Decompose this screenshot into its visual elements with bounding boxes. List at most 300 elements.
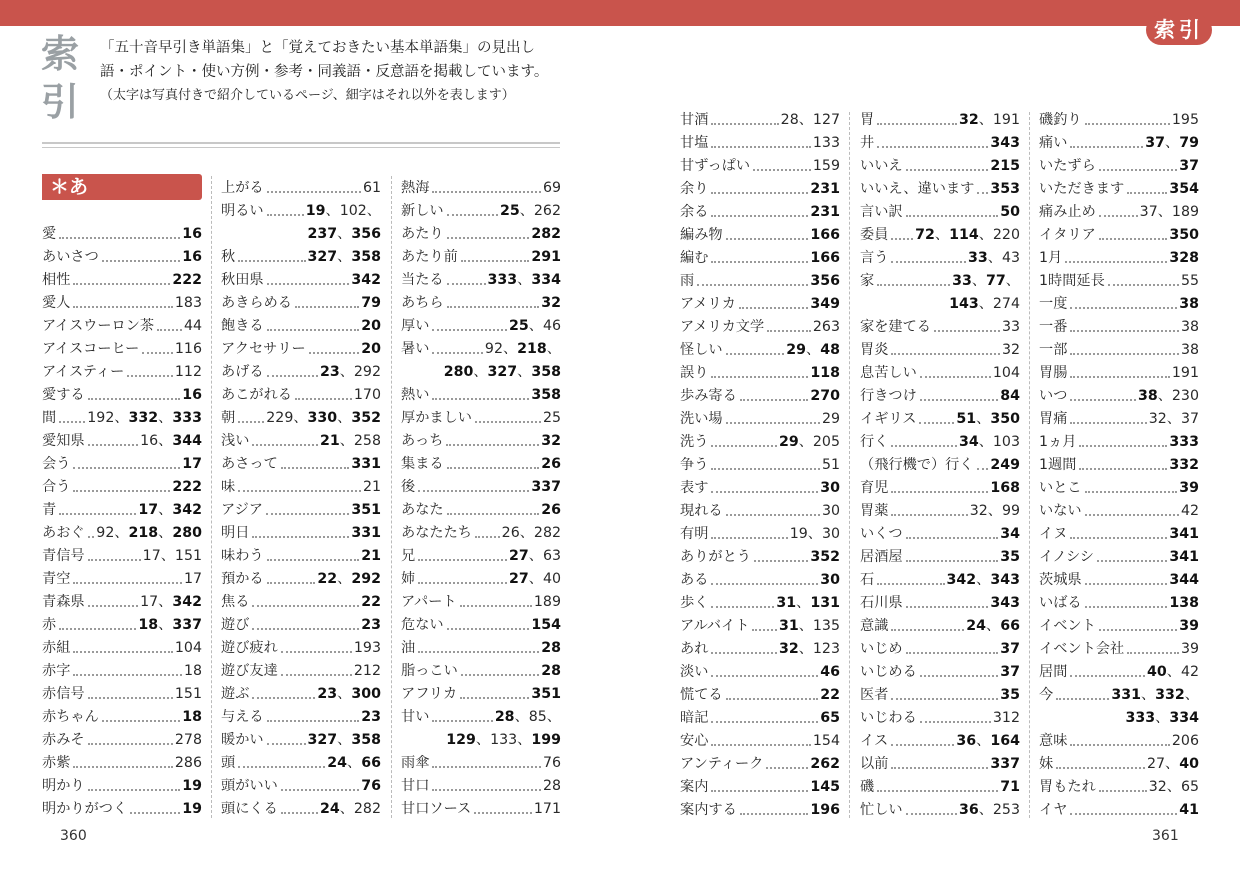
dot-leader: [711, 583, 818, 585]
page-refs: [485, 338, 561, 361]
page-refs: [1000, 684, 1020, 707]
index-term: 安心: [680, 733, 709, 749]
index-title-char: 引: [40, 79, 79, 124]
page-refs: [182, 453, 202, 476]
page-ref-bold: 343: [990, 572, 1020, 588]
page-refs: [351, 499, 381, 522]
page-refs: [822, 454, 840, 477]
page-ref-bold: 24: [319, 801, 340, 817]
index-term: あたり: [401, 226, 444, 242]
index-term: 石川県: [860, 595, 903, 611]
page-ref-bold: 291: [531, 249, 561, 265]
page-ref: 、: [337, 249, 352, 265]
page-number-left: 360: [60, 828, 87, 844]
index-term: 胃薬: [860, 503, 889, 519]
page-ref: 、: [158, 617, 173, 633]
dot-leader: [711, 123, 778, 125]
index-column: [401, 177, 561, 821]
page-ref-bold: 143: [949, 296, 979, 312]
index-term: 家を建てる: [860, 319, 931, 335]
dot-leader: [1099, 629, 1177, 631]
page-ref: 51: [821, 457, 840, 473]
page-ref-bold: 333: [487, 272, 518, 288]
page-refs: [822, 500, 840, 523]
page-ref: 、40: [528, 571, 561, 587]
page-refs: [138, 499, 202, 522]
index-term: いただきます: [1039, 181, 1125, 197]
dot-leader: [726, 353, 785, 355]
dot-leader: [1070, 146, 1143, 148]
index-entry: [1039, 615, 1199, 638]
page-ref-bold: 262: [810, 756, 840, 772]
page-refs: [810, 385, 840, 408]
page-refs: [543, 752, 561, 775]
page-refs: [810, 178, 840, 201]
page-ref: 189: [533, 594, 561, 610]
dot-leader: [906, 606, 989, 608]
index-term: 以前: [860, 756, 889, 772]
index-entry: [401, 407, 561, 430]
index-title: [38, 30, 82, 126]
page-refs: [266, 407, 381, 430]
index-entry: [680, 684, 840, 707]
index-entry: [221, 499, 381, 522]
index-term: アメリカ: [680, 296, 736, 312]
page-refs: [1140, 201, 1199, 224]
index-entry: [221, 246, 381, 269]
page-ref-bold: 249: [990, 457, 1020, 473]
page-ref-bold: 23: [319, 364, 340, 380]
index-entry: [401, 545, 561, 568]
index-entry: [42, 223, 202, 246]
index-term: あなた: [401, 502, 444, 518]
page-ref-bold: 129: [446, 732, 476, 748]
page-ref: 26、282: [501, 525, 561, 541]
index-term: 赤: [42, 617, 57, 633]
page-ref: 27、: [1147, 756, 1180, 772]
page-refs: [1149, 776, 1199, 799]
index-entry: [1039, 753, 1199, 776]
page-ref-bold: 337: [990, 756, 1020, 772]
dot-leader: [726, 698, 819, 700]
index-entry: [221, 545, 381, 568]
page-ref: 55: [1180, 273, 1199, 289]
index-term: 厚かましい: [401, 410, 472, 426]
page-refs: [182, 706, 202, 729]
page-refs: [990, 132, 1020, 155]
index-term: 現れる: [680, 503, 723, 519]
page-refs: [182, 384, 202, 407]
page-refs: [952, 270, 1020, 293]
page-ref: 44: [183, 318, 202, 334]
page-refs: [140, 591, 202, 614]
page-ref-bold: 33: [968, 250, 988, 266]
index-entry: [42, 522, 202, 545]
page-ref: 28: [542, 778, 561, 794]
index-term: 味わう: [221, 548, 264, 564]
dot-leader: [267, 559, 360, 561]
page-refs: [810, 753, 840, 776]
page-refs: [361, 591, 381, 614]
page-number-right: 361: [1152, 828, 1179, 844]
dot-leader: [1127, 652, 1179, 654]
page-ref-bold: 33: [952, 273, 972, 289]
index-entry: [42, 292, 202, 315]
page-ref: 17、151: [142, 548, 202, 564]
index-term: 歩み寄る: [680, 388, 737, 404]
dot-leader: [88, 605, 139, 607]
index-entry: [221, 660, 381, 683]
page-ref-bold: 231: [810, 181, 840, 197]
page-ref: 104: [992, 365, 1020, 381]
page-refs: [184, 315, 202, 338]
page-ref-bold: 344: [1169, 572, 1199, 588]
index-entry: [42, 269, 202, 292]
page-ref: 、: [1165, 135, 1180, 151]
dot-leader: [711, 491, 818, 493]
page-ref: 、: [158, 502, 173, 518]
page-refs: [813, 132, 840, 155]
index-term: 1ヵ月: [1039, 434, 1077, 450]
index-term: 愛人: [42, 295, 71, 311]
dot-leader: [891, 445, 957, 447]
page-ref: 28、127: [780, 112, 840, 128]
page-ref-bold: 37: [1145, 135, 1166, 151]
index-entry: [1039, 523, 1199, 546]
page-ref: 25: [542, 410, 561, 426]
index-term: 甘ずっぱい: [680, 158, 751, 174]
dot-leader: [934, 330, 1000, 332]
page-ref-bold: 358: [531, 364, 561, 380]
page-ref-bold: 334: [1169, 710, 1199, 726]
index-term: いいえ: [860, 158, 903, 174]
page-refs: [361, 775, 381, 798]
page-ref: 、: [337, 226, 352, 242]
index-term: 明かりがつく: [42, 801, 128, 817]
page-refs: [820, 684, 840, 707]
dot-leader: [1065, 261, 1167, 263]
page-ref-bold: 332: [128, 410, 159, 426]
page-ref-bold: 16: [182, 226, 202, 242]
page-refs: [956, 408, 1020, 431]
page-ref-bold: 349: [810, 296, 840, 312]
index-term: 赤ちゃん: [42, 709, 99, 725]
page-refs: [175, 752, 202, 775]
page-refs: [175, 637, 202, 660]
index-term: 遊ぶ: [221, 686, 250, 702]
dot-leader: [1070, 307, 1177, 309]
page-refs: [96, 522, 202, 545]
index-term: 明かり: [42, 778, 85, 794]
dot-leader: [252, 628, 359, 630]
page-refs: [810, 270, 840, 293]
page-ref: 76: [542, 755, 561, 771]
index-term: 胃痛: [1039, 411, 1068, 427]
page-refs: [1145, 132, 1199, 155]
page-ref-bold: 38: [1179, 296, 1199, 312]
index-entry: [680, 431, 840, 454]
page-refs: [495, 706, 561, 729]
page-ref-bold: 353: [990, 181, 1020, 197]
page-ref: 17、: [140, 594, 173, 610]
page-ref-bold: 16: [182, 387, 202, 403]
page-refs: [1000, 661, 1020, 684]
dot-leader: [88, 398, 181, 400]
index-term: 青森県: [42, 594, 85, 610]
page-refs: [820, 707, 840, 730]
index-entry: [680, 385, 840, 408]
index-term: 胃腸: [1039, 365, 1068, 381]
page-refs: [813, 730, 840, 753]
index-term: イギリス: [860, 411, 917, 427]
index-entry: [1039, 661, 1199, 684]
index-entry: [680, 454, 840, 477]
index-term: 朝: [221, 410, 236, 426]
index-entry: [860, 615, 1020, 638]
dot-leader: [711, 537, 787, 539]
page-ref-bold: 333: [172, 410, 202, 426]
index-term: 頭がいい: [221, 778, 278, 794]
index-term: 青信号: [42, 548, 85, 564]
page-refs: [1147, 661, 1199, 684]
page-ref-bold: 34: [958, 434, 979, 450]
page-ref: 104: [174, 640, 202, 656]
index-term: 浅い: [221, 433, 250, 449]
index-term: あっち: [401, 433, 444, 449]
page-refs: [363, 177, 381, 200]
page-refs: [308, 246, 381, 269]
page-refs: [175, 683, 202, 706]
dot-leader: [1085, 123, 1170, 125]
dot-leader: [767, 330, 811, 332]
page-ref: 191: [1171, 365, 1199, 381]
index-term: 育児: [860, 480, 889, 496]
index-term: 赤組: [42, 640, 71, 656]
dot-leader: [977, 192, 988, 194]
index-entry: [1039, 201, 1199, 224]
page-ref-bold: 66: [361, 755, 381, 771]
page-refs: [810, 247, 840, 270]
index-term: 茨城県: [1039, 572, 1082, 588]
index-entry: [401, 775, 561, 798]
page-refs: [1000, 776, 1020, 799]
page-refs: [172, 269, 202, 292]
page-ref-bold: 25: [509, 318, 529, 334]
page-refs: [810, 293, 840, 316]
dot-leader: [877, 123, 957, 125]
index-term: 怪しい: [680, 342, 723, 358]
page-ref: 、262: [519, 203, 561, 219]
dot-leader: [1070, 537, 1167, 539]
page-refs: [779, 431, 840, 454]
dot-leader: [1085, 491, 1178, 493]
page-refs: [354, 384, 381, 407]
page-ref: 、230: [1157, 388, 1199, 404]
index-term: 合う: [42, 479, 71, 495]
index-entry: [401, 200, 561, 223]
index-column: [680, 109, 840, 822]
page-refs: [1002, 339, 1020, 362]
dot-leader: [920, 399, 998, 401]
page-refs: [1169, 454, 1199, 477]
page-ref: 、: [337, 410, 352, 426]
index-entry: [860, 707, 1020, 730]
dot-leader: [891, 238, 913, 240]
dot-leader: [726, 422, 820, 424]
page-ref-bold: 35: [1000, 687, 1020, 703]
page-refs: [320, 430, 381, 453]
index-entry: [860, 385, 1020, 408]
page-ref: 、: [473, 364, 488, 380]
page-ref: 32、65: [1148, 779, 1199, 795]
dot-leader: [88, 697, 173, 699]
index-entry: [860, 270, 1020, 293]
dot-leader: [447, 214, 498, 216]
page-refs: [541, 292, 561, 315]
index-term: 痛み止め: [1039, 204, 1096, 220]
index-entry: [221, 706, 381, 729]
index-term: 余り: [680, 181, 709, 197]
page-refs: [779, 615, 840, 638]
page-ref-bold: 25: [499, 203, 520, 219]
page-ref: 42: [1180, 503, 1199, 519]
page-ref-bold: 71: [1000, 779, 1020, 795]
dot-leader: [891, 514, 967, 516]
page-refs: [810, 546, 840, 569]
page-refs: [1172, 730, 1199, 753]
page-ref-bold: 27: [509, 548, 529, 564]
dot-leader: [906, 813, 957, 815]
index-entry: [680, 247, 840, 270]
index-entry: [860, 316, 1020, 339]
index-term: いとこ: [1039, 480, 1082, 496]
title-rule: [42, 142, 560, 148]
index-entry: [401, 384, 561, 407]
page-refs: [1179, 155, 1199, 178]
page-ref-bold: 354: [1169, 181, 1199, 197]
index-term: アルバイト: [680, 618, 750, 634]
page-refs: [1000, 201, 1020, 224]
index-entry: [680, 155, 840, 178]
page-ref-bold: 280: [443, 364, 474, 380]
index-entry: [221, 338, 381, 361]
page-refs: [175, 729, 202, 752]
index-term: あなたたち: [401, 525, 472, 541]
page-ref: 112: [174, 364, 202, 380]
page-ref-bold: 37: [1000, 664, 1020, 680]
dot-leader: [1097, 560, 1167, 562]
page-ref-bold: 358: [531, 387, 561, 403]
index-term: 熱海: [401, 180, 430, 196]
index-term: 家: [860, 273, 875, 289]
index-term: 遊び疲れ: [221, 640, 278, 656]
index-entry: [680, 270, 840, 293]
index-term: 相性: [42, 272, 71, 288]
dot-leader: [891, 261, 966, 263]
dot-leader: [1070, 376, 1170, 378]
page-ref: 、: [796, 595, 811, 611]
index-entry: [401, 614, 561, 637]
index-term: 妹: [1039, 756, 1054, 772]
page-refs: [143, 545, 202, 568]
page-ref-bold: 327: [307, 249, 338, 265]
dot-leader: [432, 191, 541, 193]
page-ref-bold: 237: [307, 226, 338, 242]
index-term: 一度: [1039, 296, 1068, 312]
index-term: 青: [42, 502, 57, 518]
page-ref-bold: 343: [990, 595, 1020, 611]
index-entry: [221, 407, 381, 430]
index-term: 1週間: [1039, 457, 1077, 473]
dot-leader: [475, 536, 500, 538]
index-entry: [42, 775, 202, 798]
index-entry: [42, 660, 202, 683]
page-ref-bold: 24: [327, 755, 348, 771]
page-ref-bold: 19: [182, 801, 202, 817]
index-entry: [680, 776, 840, 799]
page-ref: 、: [971, 273, 987, 289]
dot-leader: [474, 812, 532, 814]
index-entry: [860, 224, 1020, 247]
page-ref-bold: 29: [786, 342, 807, 358]
page-ref: 154: [812, 733, 840, 749]
index-entry: [42, 614, 202, 637]
index-entry: [401, 798, 561, 821]
page-ref: 39: [1180, 641, 1199, 657]
index-entry: [221, 614, 381, 637]
page-ref-bold: 292: [351, 571, 381, 587]
section-heading-a: ＊あ: [42, 174, 202, 200]
index-entry: [680, 201, 840, 224]
index-term: 1月: [1039, 250, 1063, 266]
page-ref-bold: 342: [351, 272, 381, 288]
page-refs: [776, 592, 840, 615]
dot-leader: [267, 720, 360, 722]
page-ref-bold: 66: [1000, 618, 1020, 634]
page-refs: [1179, 799, 1199, 822]
dot-leader: [1070, 330, 1179, 332]
dot-leader: [739, 307, 809, 309]
page-ref-bold: 40: [1179, 756, 1199, 772]
page-ref: 183: [174, 295, 202, 311]
page-ref: 、42: [1166, 664, 1199, 680]
index-term: 言い訳: [860, 204, 903, 220]
dot-leader: [88, 559, 141, 561]
index-term: 雨: [680, 273, 695, 289]
index-term: 甘い: [401, 709, 430, 725]
page-refs: [534, 591, 561, 614]
index-entry: [221, 430, 381, 453]
page-ref: 16、: [140, 433, 173, 449]
index-term: イス: [860, 733, 889, 749]
page-refs: [361, 315, 381, 338]
page-refs: [810, 224, 840, 247]
index-term: 意味: [1039, 733, 1068, 749]
page-ref: 、: [158, 525, 173, 541]
page-ref-bold: 16: [182, 249, 202, 265]
page-ref-bold: 37: [1000, 641, 1020, 657]
index-term: 愛知県: [42, 433, 85, 449]
index-entry: [1039, 477, 1199, 500]
page-ref-bold: 343: [990, 135, 1020, 151]
index-entry: [1039, 224, 1199, 247]
top-color-bar: [0, 0, 1240, 26]
index-term: イヤ: [1039, 802, 1068, 818]
page-ref: 171: [533, 801, 561, 817]
index-entry: [221, 522, 381, 545]
page-ref-bold: 18: [138, 617, 159, 633]
dot-leader: [238, 490, 361, 492]
